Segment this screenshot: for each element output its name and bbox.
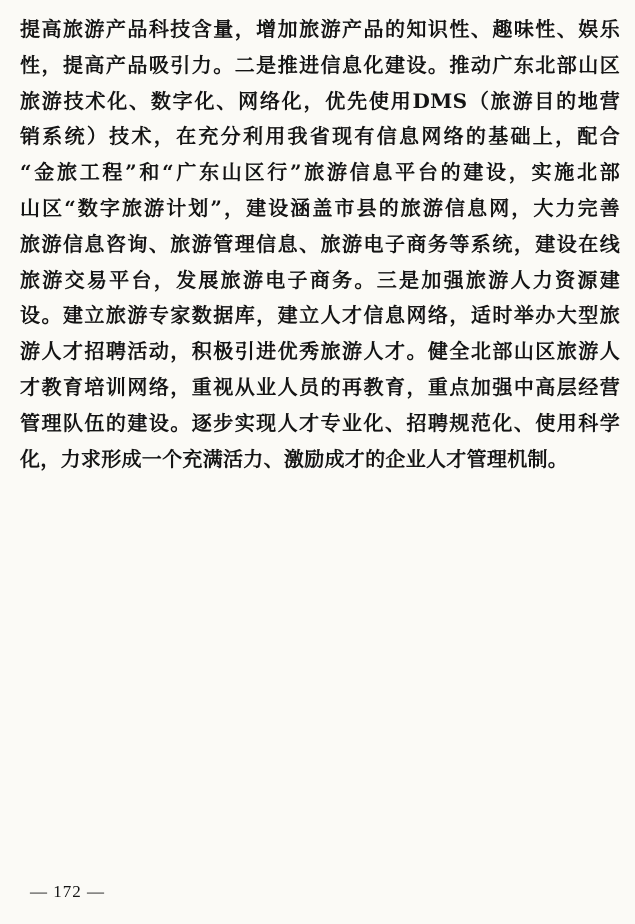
body-text: [20, 12, 620, 477]
text-line: 旅游交易平台，发展旅游电子商务。三是加强旅游人力资源建: [20, 267, 620, 292]
text-line: 旅游信息咨询、旅游管理信息、旅游电子商务等系统，建设在线: [20, 231, 620, 256]
text-line: 旅游技术化、数字化、网络化，优先使用DMS（旅游目的地营: [20, 88, 620, 113]
text-line: 性，提高产品吸引力。二是推进信息化建设。推动广东北部山区: [20, 52, 620, 77]
text-line: 游人才招聘活动，积极引进优秀旅游人才。健全北部山区旅游人: [20, 339, 620, 364]
page-number: — 172 —: [30, 882, 105, 901]
text-line: “金旅工程”和“广东山区行”旅游信息平台的建设，实施北部: [20, 160, 620, 185]
text-line: 化，力求形成一个充满活力、激励成才的企业人才管理机制。: [20, 446, 569, 471]
text-line: 设。建立旅游专家数据库，建立人才信息网络，适时举办大型旅: [20, 303, 620, 328]
text-line: 销系统）技术，在充分利用我省现有信息网络的基础上，配合: [20, 124, 620, 149]
text-line: 提高旅游产品科技含量，增加旅游产品的知识性、趣味性、娱乐: [20, 17, 620, 41]
text-line: 管理队伍的建设。逐步实现人才专业化、招聘规范化、使用科学: [20, 410, 620, 435]
text-line: 山区“数字旅游计划”，建设涵盖市县的旅游信息网，大力完善: [20, 195, 620, 220]
text-line: 才教育培训网络，重视从业人员的再教育，重点加强中高层经营: [20, 374, 620, 399]
